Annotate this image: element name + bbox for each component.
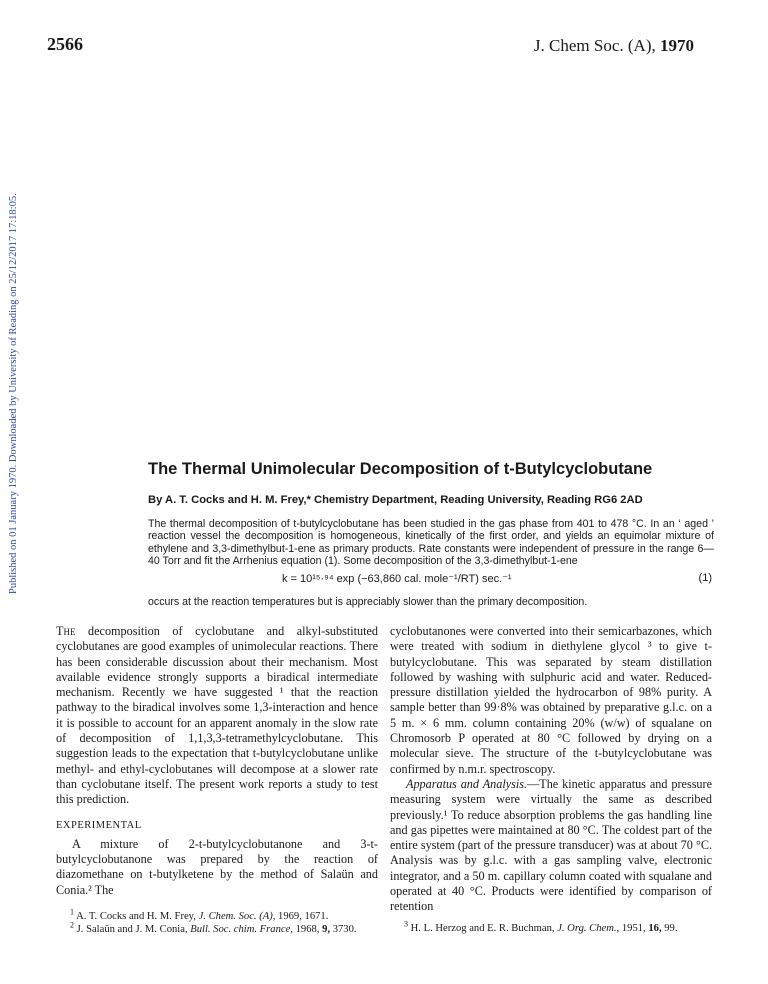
intro-text: decomposition of cyclobutane and alkyl-substituted cyclobutanes are good examples of unimolecular reactions. There has been considerable discussion about their mechanism. Most available evidence strongly supports a biradical intermediate mechanism. Recently we have suggested ¹ that the reaction pathway to the biradical involves some 1,3-interaction and hence it is possible to account for an apparent anomaly in the slow rate of decomposition of 1,1,3,3-tetramethylcyclobutane. This suggestion leads to the expectation that t-butylcyclobutane unlike methyl- and ethyl-cyclobutanes will decompose at a slower rate than cyclobutane itself. The present work reports a study to test this prediction. bbox=[56, 624, 379, 807]
footnote-1-journal: J. Chem. Soc. (A), bbox=[198, 911, 276, 922]
authors: A. T. Cocks and H. M. Frey,* bbox=[165, 494, 311, 506]
intro-lead: The bbox=[56, 624, 76, 638]
preparation-paragraph: cyclobutanones were converted into their semicarbazones, which were treated with sodium in diethylene glycol ³ to give t-butylcyclobutane. This was separated by steam distillation followed by washing with sulphuric acid and water. Reduced-pressure distillation yielded the hydrocarbon of 98% purity. A sample better than 99·8% was obtained by preparative g.l.c. on a 5 m. × 6 mm. column containing 20% (w/w) of squalane on Chromosorb P operated at 80 °C followed by drying on a molecular sieve. The structure of the t-butylcyclobutane was confirmed by n.m.r. spectroscopy. bbox=[390, 624, 712, 776]
journal-year: 1970 bbox=[660, 36, 694, 55]
article-title: The Thermal Unimolecular Decomposition of t-Butylcyclobutane bbox=[148, 460, 653, 478]
footnote-1-year: 1969, bbox=[278, 911, 302, 922]
footnote-3-page: 99. bbox=[664, 923, 678, 934]
page-number: 2566 bbox=[47, 34, 83, 54]
footnote-1-number: 1 bbox=[70, 907, 74, 917]
equation-number: (1) bbox=[698, 572, 712, 584]
footnote-2-volume: 9, bbox=[322, 924, 331, 935]
footnote-2-page: 3730. bbox=[332, 924, 357, 935]
footnote-3-number: 3 bbox=[404, 919, 408, 929]
abstract-end: occurs at the reaction temperatures but is appreciably slower than the primary decomposition. bbox=[148, 596, 588, 608]
footnote-3-journal: J. Org. Chem., bbox=[557, 923, 620, 934]
arrhenius-equation bbox=[148, 572, 714, 588]
affiliation: Chemistry Department, Reading University, Reading RG6 2AD bbox=[314, 494, 643, 506]
footnotes-right bbox=[390, 919, 712, 935]
footnote-1-authors: A. T. Cocks and H. M. Frey, bbox=[76, 911, 196, 922]
footnote-1 bbox=[56, 907, 378, 923]
byline bbox=[148, 494, 728, 506]
download-stamp[interactable] bbox=[4, 180, 20, 600]
footnotes-left bbox=[56, 907, 378, 936]
footnote-2-authors: J. Salaün and J. M. Conia, bbox=[76, 924, 188, 935]
footnote-3-authors: H. L. Herzog and E. R. Buchman, bbox=[410, 923, 555, 934]
experimental-heading: EXPERIMENTAL bbox=[56, 819, 142, 831]
footnote-3-volume: 16, bbox=[648, 923, 662, 934]
footnote-2-journal: Bull. Soc. chim. France, bbox=[190, 924, 293, 935]
download-stamp-text: Published on 01 January 1970. Downloaded by University of Reading on 25/12/2017 17:18:05. bbox=[8, 193, 19, 594]
byline-prefix: By bbox=[148, 494, 163, 506]
abstract: The thermal decomposition of t-butylcyclobutane has been studied in the gas phase from 401 to 478 °C. In an ‘ aged ’ reaction vessel the decomposition is homogeneous, kinetically of the first order, and yields an equimolar mixture of ethylene and 3,3-dimethylbut-1-ene as primary products. Rate constants were independent of pressure in the range 6—40 Torr and fit the Arrhenius equation (1). Some decomposition of the 3,3-dimethylbut-1-ene bbox=[148, 518, 714, 568]
footnote-3-year: 1951, bbox=[621, 923, 646, 934]
footnote-2 bbox=[56, 920, 378, 936]
footnote-2-number: 2 bbox=[70, 920, 74, 930]
journal-name: J. Chem Soc. (A), bbox=[533, 36, 656, 55]
experimental-paragraph: A mixture of 2-t-butylcyclobutanone and 3-t-butylcyclobutanone was prepared by the reaction of diazomethane on t-butylketene by the method of Salaün and Conia.² The bbox=[56, 836, 378, 897]
intro-paragraph bbox=[56, 624, 378, 808]
right-column bbox=[390, 624, 712, 915]
equation-body: k = 10¹⁵·⁹⁴ exp (−63,860 cal. mole⁻¹/RT) sec.⁻¹ bbox=[282, 573, 512, 585]
footnote-2-year: 1968, bbox=[295, 924, 320, 935]
apparatus-paragraph bbox=[390, 777, 712, 915]
left-column bbox=[56, 624, 378, 898]
footnote-3 bbox=[390, 919, 712, 935]
apparatus-heading: Apparatus and Analysis. bbox=[406, 776, 528, 791]
apparatus-text: —The kinetic apparatus and pressure measuring system were virtually the same as described previously.¹ To reduce absorption problems the gas handling line and gas pipettes were maintained at 80 °C. The coldest part of the entire system (part of the pressure transducer) was at about 70 °C. Analysis was by g.l.c. with a gas sampling valve, electronic integrator, and a 50 m. capillary column coated with squalane and operated at 40 °C. Products were identified by comparison of retention bbox=[390, 776, 712, 914]
running-head bbox=[534, 36, 694, 56]
footnote-1-page: 1671. bbox=[304, 911, 329, 922]
